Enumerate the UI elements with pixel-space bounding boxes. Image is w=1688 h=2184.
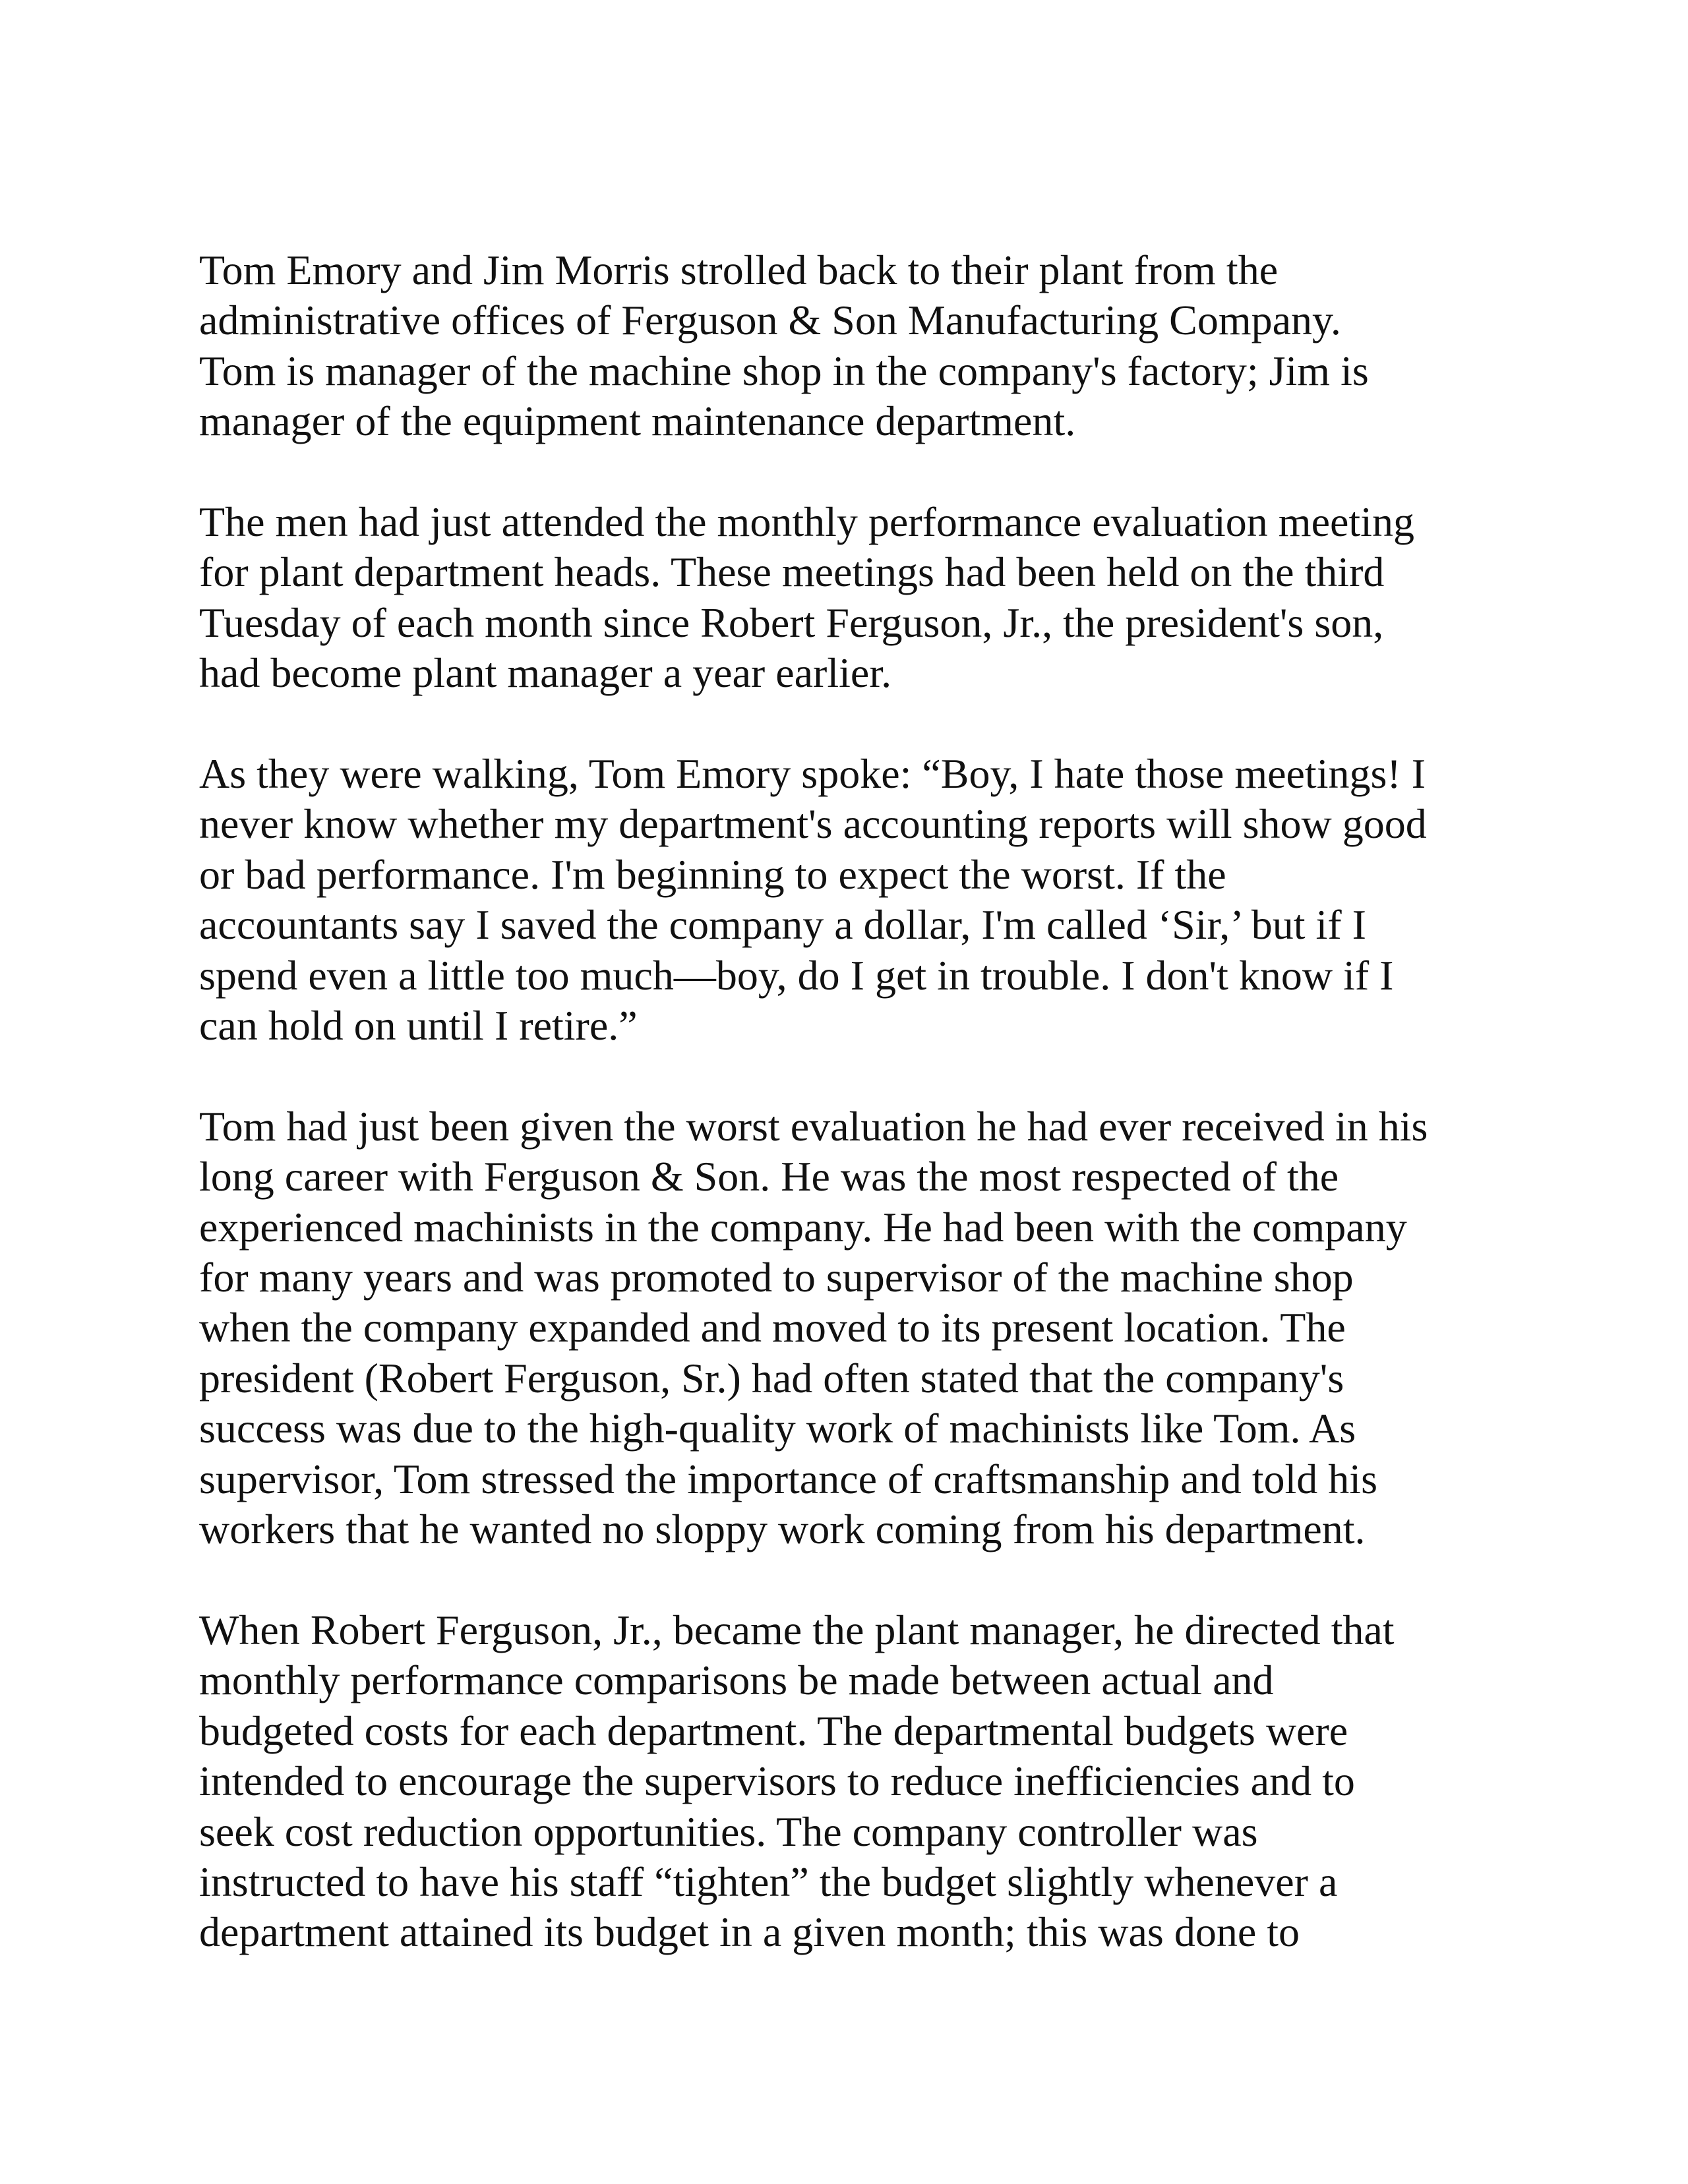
paragraph-2: [199, 497, 1524, 699]
text-line: budgeted costs for each department. The departmental budgets were: [199, 1707, 1348, 1754]
document-body: [199, 245, 1524, 2008]
paragraph-1: [199, 245, 1524, 447]
text-line: spend even a little too much—boy, do I get in trouble. I don't know if I: [199, 951, 1394, 999]
text-line: workers that he wanted no sloppy work coming from his department.: [199, 1506, 1366, 1553]
paragraph-5: [199, 1605, 1524, 1958]
text-line: president (Robert Ferguson, Sr.) had often stated that the company's: [199, 1354, 1344, 1402]
paragraph-3: [199, 749, 1524, 1051]
text-line: intended to encourage the supervisors to reduce inefficiencies and to: [199, 1757, 1355, 1805]
paragraph-4: [199, 1102, 1524, 1555]
text-line: Tom had just been given the worst evaluation he had ever received in his: [199, 1102, 1428, 1150]
text-line: As they were walking, Tom Emory spoke: “Boy, I hate those meetings! I: [199, 750, 1426, 798]
text-line: can hold on until I retire.”: [199, 1002, 638, 1049]
text-line: experienced machinists in the company. He had been with the company: [199, 1203, 1407, 1251]
text-line: instructed to have his staff “tighten” the budget slightly whenever a: [199, 1858, 1338, 1905]
text-line: long career with Ferguson & Son. He was the most respected of the: [199, 1153, 1339, 1200]
text-line: when the company expanded and moved to its present location. The: [199, 1304, 1346, 1351]
text-line: never know whether my department's accounting reports will show good: [199, 800, 1427, 848]
text-line: When Robert Ferguson, Jr., became the plant manager, he directed that: [199, 1606, 1395, 1653]
text-line: or bad performance. I'm beginning to expect the worst. If the: [199, 850, 1226, 898]
text-line: success was due to the high-quality work of machinists like Tom. As: [199, 1405, 1356, 1452]
text-line: Tuesday of each month since Robert Ferguson, Jr., the president's son,: [199, 599, 1384, 646]
text-line: accountants say I saved the company a dollar, I'm called ‘Sir,’ but if I: [199, 901, 1366, 949]
text-line: manager of the equipment maintenance department.: [199, 398, 1076, 445]
text-line: had become plant manager a year earlier.: [199, 649, 892, 697]
text-line: administrative offices of Ferguson & Son Manufacturing Company.: [199, 297, 1341, 344]
text-line: The men had just attended the monthly performance evaluation meeting: [199, 498, 1414, 546]
text-line: monthly performance comparisons be made between actual and: [199, 1657, 1274, 1704]
text-line: seek cost reduction opportunities. The company controller was: [199, 1808, 1258, 1855]
text-line: Tom Emory and Jim Morris strolled back to their plant from the: [199, 247, 1279, 293]
text-line: for plant department heads. These meetings had been held on the third: [199, 548, 1385, 596]
text-line: for many years and was promoted to supervisor of the machine shop: [199, 1254, 1354, 1301]
text-line: department attained its budget in a given month; this was done to: [199, 1908, 1300, 1956]
text-line: supervisor, Tom stressed the importance of craftsmanship and told his: [199, 1455, 1377, 1502]
text-line: Tom is manager of the machine shop in the company's factory; Jim is: [199, 347, 1369, 394]
